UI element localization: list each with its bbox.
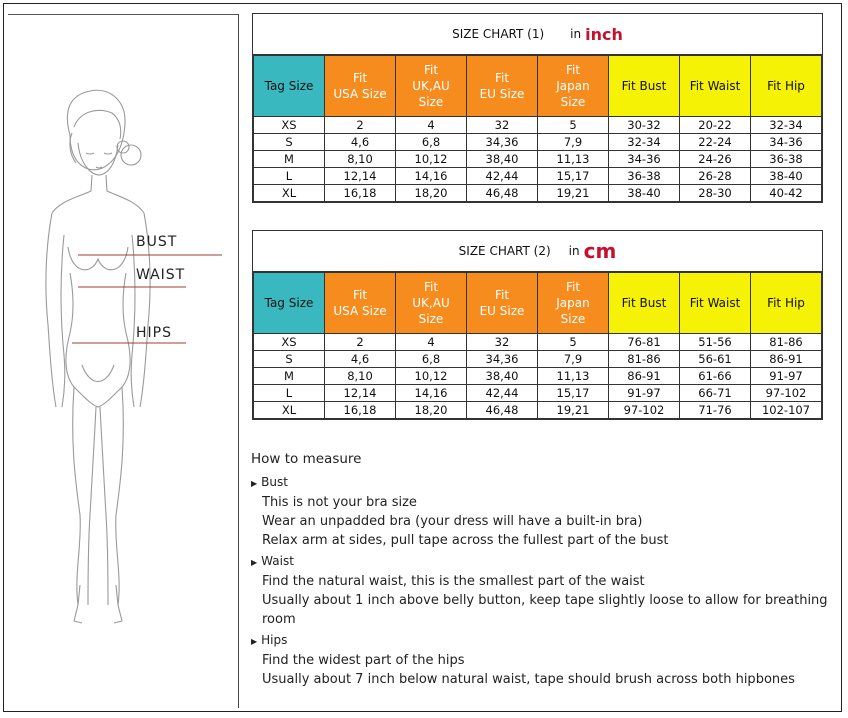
table-cell: 71-76	[680, 402, 751, 419]
table-row	[254, 385, 822, 402]
table-cell: 61-66	[680, 368, 751, 385]
table-cell: 36-38	[751, 151, 822, 168]
header-fit-hip: Fit Hip	[751, 273, 822, 334]
header-uk-au-size: Fit UK,AU Size	[396, 273, 467, 334]
size-chart-inch	[252, 13, 823, 203]
table-cell: 86-91	[609, 368, 680, 385]
table-cell: 18,20	[396, 185, 467, 202]
table-cell: 91-97	[609, 385, 680, 402]
table-cell: 11,13	[538, 368, 609, 385]
table-body	[254, 117, 822, 202]
table-cell: 32-34	[609, 134, 680, 151]
table-cell: 22-24	[680, 134, 751, 151]
body-figure-illustration	[8, 15, 239, 709]
table-cell: L	[254, 168, 325, 185]
table-cell: XS	[254, 334, 325, 351]
waist-label: WAIST	[136, 267, 186, 283]
instruction-line: Usually about 1 inch above belly button, keep tape slightly loose to allow for breathing room	[262, 593, 828, 627]
header-eu-size: Fit EU Size	[467, 56, 538, 117]
table-cell: XL	[254, 185, 325, 202]
table-cell: 40-42	[751, 185, 822, 202]
instruction-line: Relax arm at sides, pull tape across the fullest part of the bust	[262, 533, 669, 548]
table-cell: 51-56	[680, 334, 751, 351]
chart-unit-prefix: in	[570, 27, 582, 41]
header-uk-au-size: Fit UK,AU Size	[396, 56, 467, 117]
table-cell: 19,21	[538, 185, 609, 202]
table-row	[254, 334, 822, 351]
table-cell: 26-28	[680, 168, 751, 185]
table-cell: 42,44	[467, 385, 538, 402]
chart-title-inch	[253, 14, 822, 55]
header-tag-size: Tag Size	[254, 56, 325, 117]
table-cell: XS	[254, 117, 325, 134]
table-row	[254, 117, 822, 134]
chart-title-text: SIZE CHART (1)	[452, 27, 545, 41]
chart-unit: inch	[585, 24, 623, 44]
table-cell: 7,9	[538, 351, 609, 368]
table-cell: M	[254, 368, 325, 385]
header-fit-waist: Fit Waist	[680, 273, 751, 334]
table-cell: 38,40	[467, 151, 538, 168]
table-cell: 97-102	[609, 402, 680, 419]
section-heading-text: Waist	[261, 554, 294, 568]
table-cell: 66-71	[680, 385, 751, 402]
bullet-triangle-icon: ▶	[251, 637, 258, 646]
header-usa-size: Fit USA Size	[325, 273, 396, 334]
table-cell: 24-26	[680, 151, 751, 168]
header-japan-size: Fit Japan Size	[538, 273, 609, 334]
header-tag-size: Tag Size	[254, 273, 325, 334]
table-cell: 34-36	[609, 151, 680, 168]
chart-title-text: SIZE CHART (2)	[458, 244, 551, 258]
table-cell: 81-86	[609, 351, 680, 368]
table-cell: 56-61	[680, 351, 751, 368]
header-usa-size: Fit USA Size	[325, 56, 396, 117]
instruction-line: Wear an unpadded bra (your dress will have a built-in bra)	[262, 514, 643, 529]
bust-label: BUST	[136, 234, 178, 250]
table-cell: 42,44	[467, 168, 538, 185]
table-cell: 4	[396, 117, 467, 134]
table-cell: 15,17	[538, 385, 609, 402]
size-table-inch	[253, 55, 822, 202]
table-cell: 81-86	[751, 334, 822, 351]
table-cell: 86-91	[751, 351, 822, 368]
table-cell: 4	[396, 334, 467, 351]
table-cell: 5	[538, 117, 609, 134]
table-cell: 102-107	[751, 402, 822, 419]
table-cell: 32	[467, 334, 538, 351]
header-fit-waist: Fit Waist	[680, 56, 751, 117]
section-heading-text: Hips	[261, 633, 288, 647]
table-row	[254, 351, 822, 368]
table-cell: 18,20	[396, 402, 467, 419]
table-row	[254, 185, 822, 202]
table-cell: 36-38	[609, 168, 680, 185]
table-cell: 14,16	[396, 385, 467, 402]
table-cell: 34,36	[467, 134, 538, 151]
table-cell: 11,13	[538, 151, 609, 168]
table-cell: 38-40	[609, 185, 680, 202]
table-row	[254, 168, 822, 185]
chart-title-cm	[253, 231, 822, 272]
section-heading	[251, 552, 841, 572]
table-row	[254, 134, 822, 151]
table-cell: 16,18	[325, 402, 396, 419]
table-cell: L	[254, 385, 325, 402]
header-fit-bust: Fit Bust	[609, 273, 680, 334]
table-cell: 19,21	[538, 402, 609, 419]
header-fit-bust: Fit Bust	[609, 56, 680, 117]
figure-pane	[8, 14, 239, 708]
table-cell: 38,40	[467, 368, 538, 385]
instruction-line: This is not your bra size	[262, 495, 417, 510]
how-to-sections	[251, 473, 841, 689]
table-cell: 38-40	[751, 168, 822, 185]
table-cell: 16,18	[325, 185, 396, 202]
hips-label: HIPS	[136, 325, 172, 341]
section-heading	[251, 473, 841, 493]
header-fit-hip: Fit Hip	[751, 56, 822, 117]
table-cell: 6,8	[396, 351, 467, 368]
table-cell: 7,9	[538, 134, 609, 151]
header-eu-size: Fit EU Size	[467, 273, 538, 334]
chart-unit: cm	[583, 239, 617, 263]
table-cell: 4,6	[325, 134, 396, 151]
table-cell: S	[254, 351, 325, 368]
table-cell: 4,6	[325, 351, 396, 368]
table-cell: 8,10	[325, 368, 396, 385]
table-cell: 34,36	[467, 351, 538, 368]
table-cell: 76-81	[609, 334, 680, 351]
table-cell: S	[254, 134, 325, 151]
table-cell: 2	[325, 334, 396, 351]
table-cell: 5	[538, 334, 609, 351]
table-cell: 32-34	[751, 117, 822, 134]
instruction-line: Find the widest part of the hips	[262, 653, 465, 668]
bullet-triangle-icon: ▶	[251, 558, 258, 567]
table-cell: 12,14	[325, 168, 396, 185]
size-table-cm	[253, 272, 822, 419]
section-heading-text: Bust	[261, 475, 288, 489]
instruction-line: Find the natural waist, this is the smallest part of the waist	[262, 574, 645, 589]
table-cell: 34-36	[751, 134, 822, 151]
chart-unit-prefix: in	[568, 244, 580, 258]
table-cell: 15,17	[538, 168, 609, 185]
table-cell: 30-32	[609, 117, 680, 134]
table-cell: 14,16	[396, 168, 467, 185]
table-cell: 8,10	[325, 151, 396, 168]
section-heading	[251, 631, 841, 651]
table-cell: 46,48	[467, 402, 538, 419]
table-cell: 12,14	[325, 385, 396, 402]
bullet-triangle-icon: ▶	[251, 479, 258, 488]
table-cell: 91-97	[751, 368, 822, 385]
table-cell: 10,12	[396, 368, 467, 385]
table-cell: 2	[325, 117, 396, 134]
table-cell: 32	[467, 117, 538, 134]
table-cell: 6,8	[396, 134, 467, 151]
how-to-measure	[251, 450, 841, 689]
table-cell: 20-22	[680, 117, 751, 134]
table-cell: XL	[254, 402, 325, 419]
table-row	[254, 368, 822, 385]
table-cell: 28-30	[680, 185, 751, 202]
how-to-measure-title: How to measure	[251, 451, 362, 467]
table-row	[254, 151, 822, 168]
table-cell: 97-102	[751, 385, 822, 402]
table-cell: 46,48	[467, 185, 538, 202]
header-japan-size: Fit Japan Size	[538, 56, 609, 117]
instruction-line: Usually about 7 inch below natural waist, tape should brush across both hipbones	[262, 672, 795, 687]
table-cell: M	[254, 151, 325, 168]
table-cell: 10,12	[396, 151, 467, 168]
size-chart-cm	[252, 230, 823, 420]
table-body	[254, 334, 822, 419]
table-row	[254, 402, 822, 419]
